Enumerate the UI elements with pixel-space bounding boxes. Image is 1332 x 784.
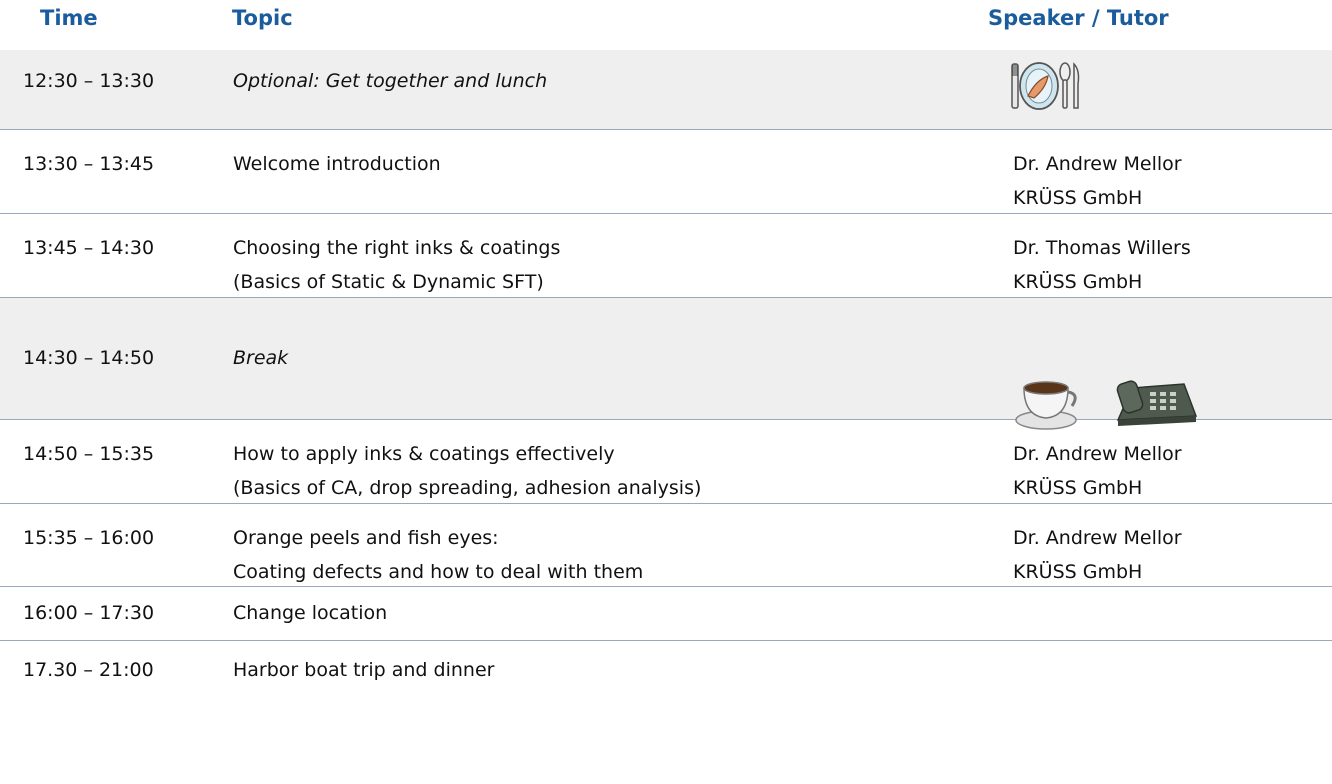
speaker-company: KRÜSS GmbH [1013,271,1143,293]
row-topic: Harbor boat trip and dinner [233,659,495,681]
row-topic: Welcome introduction [233,153,441,175]
speaker-name: Dr. Andrew Mellor [1013,527,1182,549]
column-header-speaker: Speaker / Tutor [988,6,1169,30]
topic-line: (Basics of Static & Dynamic SFT) [233,271,544,293]
table-row [0,130,1332,214]
row-time: 13:30 – 13:45 [23,153,155,175]
table-row [0,298,1332,420]
row-speaker [1013,445,1182,498]
row-time: 14:50 – 15:35 [23,443,155,465]
column-header-time: Time [40,6,98,30]
row-time: 13:45 – 14:30 [23,237,155,259]
table-header [0,0,1332,50]
speaker-name: Dr. Andrew Mellor [1013,443,1182,465]
table-row [0,641,1332,701]
table-row [0,214,1332,298]
row-speaker [1013,239,1191,292]
speaker-name: Dr. Thomas Willers [1013,237,1191,259]
topic-line: Coating defects and how to deal with them [233,561,644,583]
row-topic: Change location [233,602,388,624]
row-time: 15:35 – 16:00 [23,527,155,549]
row-time: 14:30 – 14:50 [23,347,155,369]
speaker-company: KRÜSS GmbH [1013,187,1143,209]
topic-line: (Basics of CA, drop spreading, adhesion analysis) [233,477,702,499]
table-row [0,587,1332,641]
topic-line: How to apply inks & coatings effectively [233,443,615,465]
row-time: 17.30 – 21:00 [23,659,154,681]
row-time: 12:30 – 13:30 [23,70,155,92]
topic-line: Orange peels and fish eyes: [233,527,499,549]
cutlery-plate-icon [1008,58,1084,118]
topic-line: Choosing the right inks & coatings [233,237,561,259]
row-topic [233,529,643,582]
row-time: 16:00 – 17:30 [23,602,155,624]
row-topic [233,239,560,292]
table-row [0,420,1332,504]
table-row [0,504,1332,587]
speaker-company: KRÜSS GmbH [1013,477,1143,499]
row-topic [233,445,701,498]
column-header-topic: Topic [232,6,293,30]
table-row [0,50,1332,130]
speaker-name: Dr. Andrew Mellor [1013,153,1182,175]
row-speaker [1013,529,1182,582]
row-topic: Optional: Get together and lunch [233,70,548,92]
row-topic: Break [233,347,289,369]
speaker-company: KRÜSS GmbH [1013,561,1143,583]
row-speaker [1013,155,1182,208]
